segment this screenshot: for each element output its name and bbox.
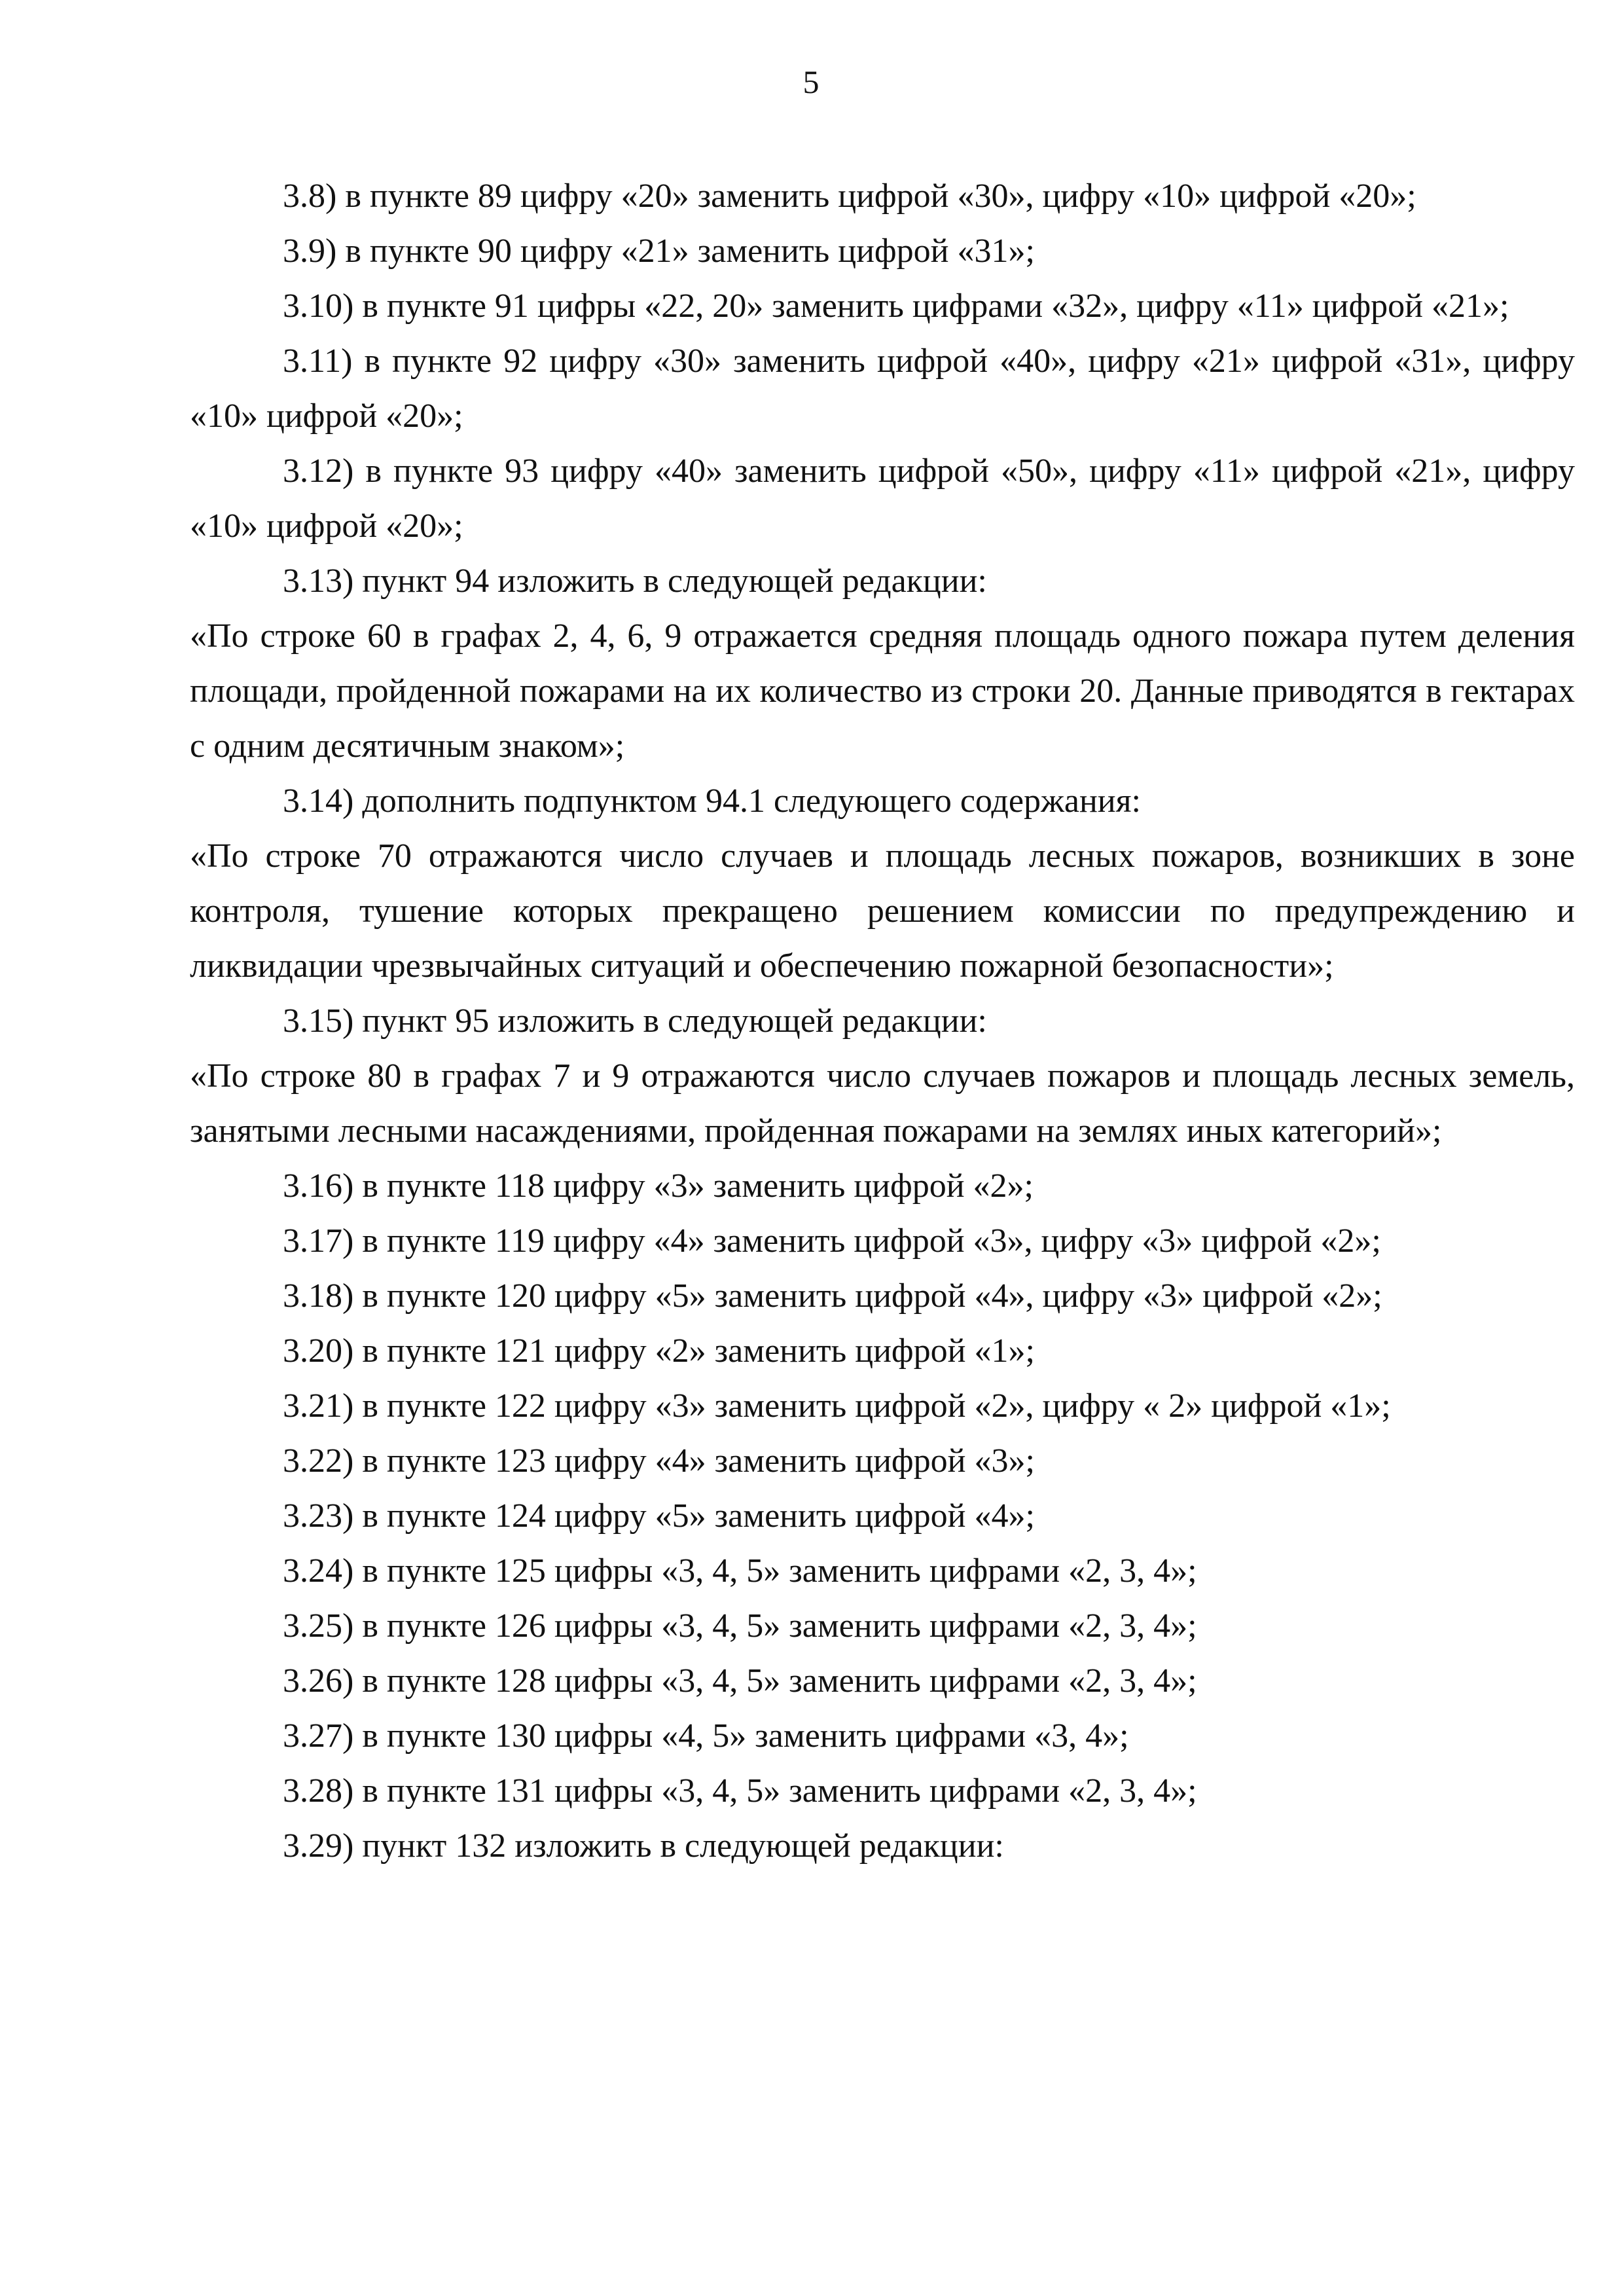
amendment-item: 3.24) в пункте 125 цифры «3, 4, 5» заменить цифрами «2, 3, 4»;: [283, 1552, 1197, 1590]
amendment-item: 3.11) в пункте 92 цифру «30» заменить цифрой «40», цифру «21» цифрой «31», цифру «10» цифрой «20»;: [190, 342, 1575, 435]
quoted-new-wording: «По строке 80 в графах 7 и 9 отражаются число случаев пожаров и площадь лесных земель, занятыми лесными насаждениями, пройденная пожарами на землях иных категорий»;: [190, 1057, 1575, 1150]
amendment-item: 3.22) в пункте 123 цифру «4» заменить цифрой «3»;: [283, 1442, 1035, 1480]
amendment-item: 3.8) в пункте 89 цифру «20» заменить цифрой «30», цифру «10» цифрой «20»;: [283, 177, 1416, 215]
page-number: 5: [802, 64, 820, 100]
amendment-item: 3.28) в пункте 131 цифры «3, 4, 5» заменить цифрами «2, 3, 4»;: [283, 1772, 1197, 1810]
amendment-item: 3.15) пункт 95 изложить в следующей редакции:: [283, 1002, 987, 1040]
quoted-new-wording: «По строке 70 отражаются число случаев и площадь лесных пожаров, возникших в зоне контроля, тушение которых прекращено решением комиссии по предупреждению и ликвидации чрезвычайных ситуаций и обеспечению пожарной безопасности»;: [190, 837, 1575, 985]
amendment-item: 3.12) в пункте 93 цифру «40» заменить цифрой «50», цифру «11» цифрой «21», цифру «10» цифрой «20»;: [190, 452, 1575, 545]
document-body: [190, 169, 1575, 1874]
amendment-item: 3.21) в пункте 122 цифру «3» заменить цифрой «2», цифру « 2» цифрой «1»;: [283, 1387, 1391, 1425]
amendment-item: 3.23) в пункте 124 цифру «5» заменить цифрой «4»;: [283, 1497, 1035, 1535]
quoted-new-wording: «По строке 60 в графах 2, 4, 6, 9 отражается средняя площадь одного пожара путем деления площади, пройденной пожарами на их количество из строки 20. Данные приводятся в гектарах с одним десятичным знаком»;: [190, 617, 1575, 765]
amendment-item: 3.17) в пункте 119 цифру «4» заменить цифрой «3», цифру «3» цифрой «2»;: [283, 1222, 1381, 1260]
amendment-item: 3.29) пункт 132 изложить в следующей редакции:: [283, 1827, 1004, 1865]
amendment-item: 3.20) в пункте 121 цифру «2» заменить цифрой «1»;: [283, 1332, 1035, 1370]
amendment-item: 3.26) в пункте 128 цифры «3, 4, 5» заменить цифрами «2, 3, 4»;: [283, 1662, 1197, 1700]
amendment-item: 3.18) в пункте 120 цифру «5» заменить цифрой «4», цифру «3» цифрой «2»;: [283, 1277, 1382, 1315]
amendment-item: 3.16) в пункте 118 цифру «3» заменить цифрой «2»;: [283, 1167, 1034, 1205]
amendment-item: 3.9) в пункте 90 цифру «21» заменить цифрой «31»;: [283, 232, 1035, 270]
amendment-item: 3.13) пункт 94 изложить в следующей редакции:: [283, 562, 987, 600]
amendment-item: 3.14) дополнить подпунктом 94.1 следующего содержания:: [283, 782, 1141, 820]
amendment-item: 3.25) в пункте 126 цифры «3, 4, 5» заменить цифрами «2, 3, 4»;: [283, 1607, 1197, 1645]
amendment-item: 3.10) в пункте 91 цифры «22, 20» заменить цифрами «32», цифру «11» цифрой «21»;: [283, 287, 1509, 325]
amendment-item: 3.27) в пункте 130 цифры «4, 5» заменить цифрами «3, 4»;: [283, 1717, 1129, 1755]
